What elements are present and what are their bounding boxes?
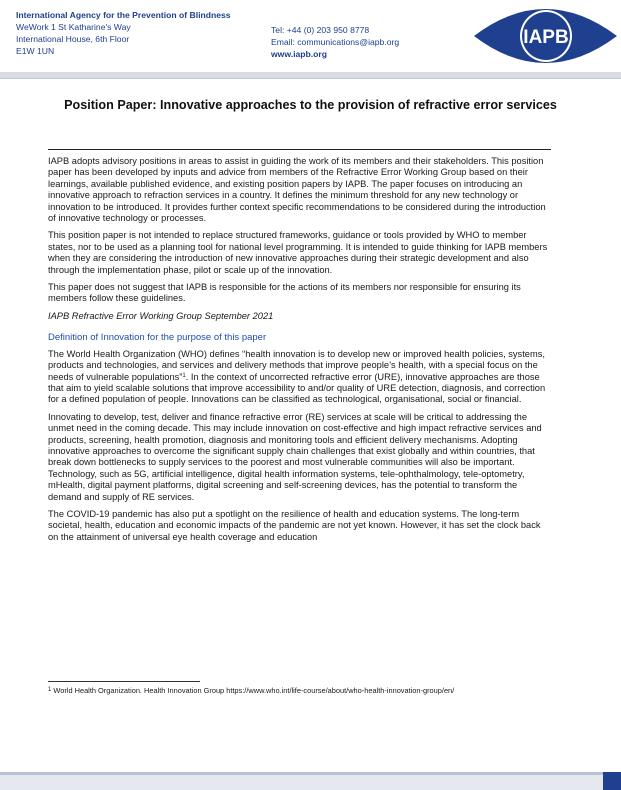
email: Email: communications@iapb.org <box>271 37 400 47</box>
footer-stripe <box>0 772 603 775</box>
intro-paragraph-1: IAPB adopts advisory positions in areas to assist in guiding the work of its members and their stakeholders. This position paper has been developed by inputs and advice from members of the Refractive Error Working Group based on their learnings, available published evidence, and existing position papers by IAPB. The paper focuses on introducing an innovative approach to refraction services in a country. It defines the minimum threshold for any new technology or innovation to be introduced. It provides further context specific recommendations to be considered during the introduction of innovative technology or processes. <box>48 156 546 224</box>
footnote-text: World Health Organization. Health Innovation Group https://www.who.int/life-course/about/who-health-innovation-group/en/ <box>51 686 455 695</box>
contact-details <box>271 24 471 60</box>
footnote-reference[interactable]: 1 <box>182 372 186 379</box>
footnote-marker: 1 <box>48 687 52 693</box>
address-line-3: E1W 1UN <box>16 46 55 56</box>
telephone: Tel: +44 (0) 203 950 8778 <box>271 25 370 35</box>
address-line-2: International House, 6th Floor <box>16 34 130 44</box>
footnote-separator <box>48 681 200 682</box>
document-body <box>48 156 553 549</box>
section-paragraph-2: Innovating to develop, test, deliver and finance refractive error (RE) services at scale will be critical to addressing the unmet need in the coming decade. This may include innovation on cost-effective and high impact refractive services and products, screening, health promotion, diagnosis and monitoring tools and efficient delivery mechanisms. Adopting innovative approaches to overcome the significant supply chain challenges that exist globally and within countries, that break down bottlenecks to supply services to the poorest and most vulnerable communities will also be important. Technology, such as 5G, artificial intelligence, digital health information systems, tele-ophthalmology, tele-optometry, mHealth, digital payment platforms, digital screening and self-screening devices, has the potential to transform the demand and supply of RE services. <box>48 411 542 502</box>
section-paragraph-1-continued: . In the context of uncorrected refractive error (URE), innovative approaches are those that aim to yield scalable solutions that improve accessibility to and/or quality of URE detection, diagnosis, and correction for a defined population of people. Innovations can be classified as technological, organisational, social or financial. <box>48 371 546 405</box>
organization-address <box>16 9 266 57</box>
header-divider-line <box>0 78 621 79</box>
website-link[interactable]: www.iapb.org <box>271 49 328 59</box>
iapb-logo <box>470 0 621 72</box>
section-heading: Definition of Innovation for the purpose of this paper <box>48 332 267 344</box>
section-paragraph-1 <box>48 349 553 406</box>
logo-text: IAPB <box>523 27 569 48</box>
intro-paragraph-2: This position paper is not intended to replace structured frameworks, guidance or tools provided by WHO to member states, nor to be used as a planning tool for national level programming. It is intended to guide thinking for IAPB members when they are considering the introduction of new innovative approaches during their strategic development and also through the implementation phase, pilot or scale up of the innovation. <box>48 230 548 275</box>
title-underline <box>48 149 551 150</box>
signoff: IAPB Refractive Error Working Group September 2021 <box>48 310 274 321</box>
intro-paragraph-3: This paper does not suggest that IAPB is responsible for the actions of its members nor responsible for ensuring its members follow these guidelines. <box>48 282 521 304</box>
section-paragraph-3: The COVID-19 pandemic has also put a spotlight on the resilience of health and education systems. The long-term societal, health, education and economic impacts of the pandemic are not yet known. However, it has set the clock back on the attainment of universal eye health coverage and education <box>48 508 541 542</box>
footer-corner-block <box>603 772 621 790</box>
section-paragraph-1-text: The World Health Organization (WHO) defines “health innovation is to develop new or improved health policies, systems, products and technologies, and services and delivery methods that improve people’s health, with a special focus on the needs of vulnerable populations” <box>48 348 545 382</box>
footnote <box>48 686 553 696</box>
document-title: Position Paper: Innovative approaches to the provision of refractive error services <box>64 98 557 112</box>
letterhead <box>0 0 621 78</box>
address-line-1: WeWork 1 St Katharine's Way <box>16 22 131 32</box>
organization-name: International Agency for the Prevention of Blindness <box>16 10 231 20</box>
